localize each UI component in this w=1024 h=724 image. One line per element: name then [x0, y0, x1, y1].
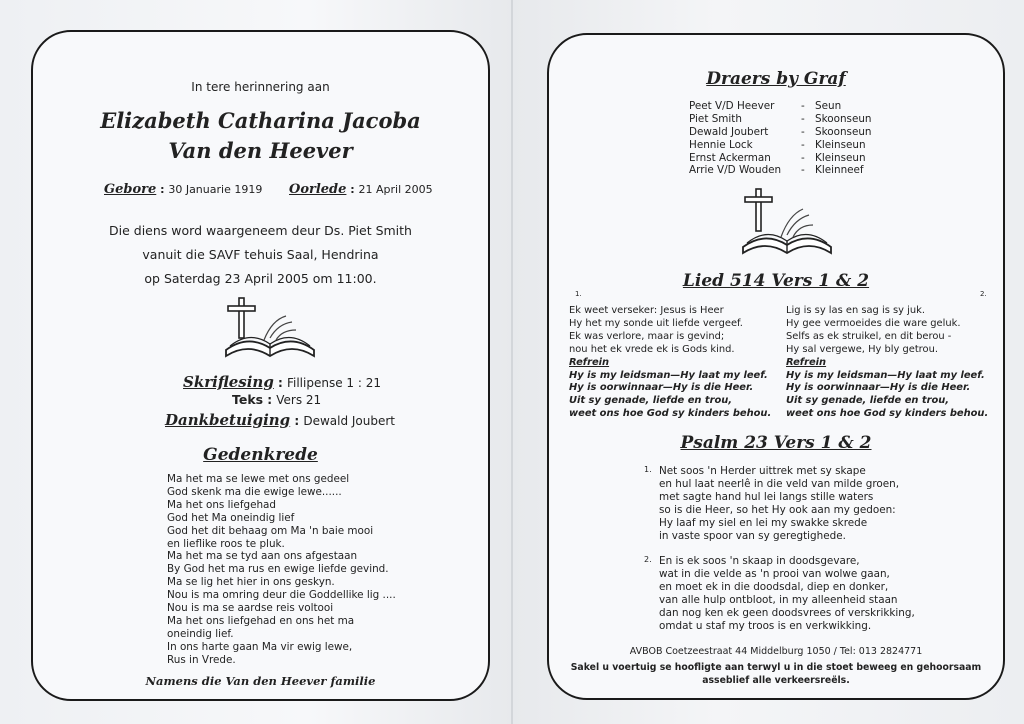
text-value: Vers 21	[276, 393, 322, 407]
refrain-line: weet ons hoe God sy kinders behou.	[569, 408, 772, 420]
left-panel	[31, 30, 490, 701]
refrain-label: Refrein	[786, 356, 827, 368]
bearer-name: Piet Smith	[689, 112, 742, 125]
poem-title: Gedenkrede	[203, 445, 318, 465]
bearer-row	[689, 164, 889, 177]
poem-line: oneindig lief.	[167, 627, 234, 640]
bearer-row	[689, 113, 889, 126]
text-label: Teks	[232, 392, 264, 407]
text-row	[232, 392, 321, 407]
bearer-row	[689, 100, 889, 113]
refrain-line: Hy is my leidsman—Hy laat my leef.	[786, 369, 985, 381]
psalm-verse-1-number: 1.	[644, 465, 652, 474]
verse-line: Ek weet verseker: Jesus is Heer	[569, 305, 724, 316]
bearer-relation: Seun	[815, 100, 842, 112]
verse-line: nou het ek vrede ek is Gods kind.	[569, 343, 735, 355]
cross-bible-icon	[220, 294, 320, 366]
poem-line: God het dit behaag om Ma 'n baie mooi	[167, 524, 374, 537]
poem-line: Nou is ma se aardse reis voltooi	[167, 602, 334, 615]
reading-sep: :	[273, 376, 287, 390]
refrain-line: Hy is oorwinnaar—Hy is die Heer.	[786, 382, 971, 394]
right-panel	[547, 33, 1005, 700]
poem-body	[167, 473, 396, 667]
poem-line: Nou is ma omring deur die Goddellike lig ....	[167, 589, 396, 602]
bearers-list	[689, 100, 889, 177]
deceased-name-line1: Elizabeth Catharina Jacoba	[100, 108, 421, 133]
died-date: 21 April 2005	[358, 183, 433, 196]
died-label: Oorlede	[289, 182, 347, 197]
reading-row	[183, 373, 381, 391]
service-line-3: op Saterdag 23 April 2005 om 11:00.	[144, 271, 377, 286]
psalm-line: Hy laaf my siel en lei my swakke skrede	[659, 516, 868, 529]
refrain-line: Hy is oorwinnaar—Hy is die Heer.	[569, 382, 754, 394]
hymn-verse-1	[569, 305, 771, 421]
bearer-relation: Kleinneef	[815, 164, 864, 177]
verse-line: Ek was verlore, maar is gevind;	[569, 330, 725, 342]
traffic-note-line-1: Sakel u voertuig se hoofligte aan terwyl u in die stoet beweeg en gehoorsaam	[570, 662, 982, 673]
bearer-relation: Kleinseun	[815, 151, 866, 164]
funeral-home-address: AVBOB Coetzeestraat 44 Middelburg 1050 / Tel: 013 2824771	[629, 646, 923, 657]
thanks-sep: :	[290, 414, 304, 428]
center-fold	[511, 0, 513, 724]
psalm-line: wat in die velde as 'n prooi van wolwe gaan,	[659, 567, 890, 580]
psalm-line: so is die Heer, so het Hy ook aan my gedoen:	[659, 503, 896, 516]
hymn-title: Lied 514 Vers 1 & 2	[682, 271, 870, 291]
text-sep: :	[263, 393, 277, 407]
bearer-dash: -	[801, 125, 805, 138]
bearer-dash: -	[801, 138, 805, 151]
verse-line: Selfs as ek struikel, en dit berou -	[786, 330, 952, 342]
poem-line: By God het ma rus en ewige liefde gevind.	[167, 563, 389, 576]
verse-line: Hy het my sonde uit liefde vergeef.	[569, 317, 743, 329]
psalm-title: Psalm 23 Vers 1 & 2	[680, 433, 872, 453]
refrain-line: weet ons hoe God sy kinders behou.	[786, 408, 989, 420]
psalm-line: dan nog ken ek geen doodsvrees of verskrikking,	[659, 606, 915, 619]
bearer-name: Peet V/D Heever	[689, 100, 775, 112]
poem-line: In ons harte gaan Ma vir ewig lewe,	[167, 640, 353, 653]
bearer-dash: -	[801, 164, 805, 177]
poem-line: Ma het ma se tyd aan ons afgestaan	[167, 550, 358, 563]
refrain-line: Uit sy genade, liefde en trou,	[786, 395, 950, 407]
bearer-name: Hennie Lock	[689, 138, 753, 151]
family-signoff: Namens die Van den Heever familie	[145, 674, 376, 688]
born-date: 30 Januarie 1919	[168, 183, 263, 196]
psalm-line: van alle hulp ontbloot, in my alleenheid staan	[659, 593, 898, 606]
thanks-row	[165, 411, 395, 429]
thanks-label: Dankbetuiging	[165, 411, 291, 429]
hymn-verse-2	[786, 305, 988, 421]
psalm-line: in vaste spoor van sy geregtighede.	[659, 529, 846, 542]
verse-line: Hy sal vergewe, Hy bly getrou.	[786, 343, 938, 355]
birth-date-row	[104, 182, 262, 197]
born-label: Gebore	[104, 182, 157, 197]
traffic-note-line-2: asseblief alle verkeersreëls.	[702, 675, 850, 686]
bearer-row	[689, 139, 889, 152]
born-sep: :	[156, 183, 169, 196]
bearer-row	[689, 126, 889, 139]
death-date-row	[289, 182, 433, 197]
poem-line: Ma se lig het hier in ons geskyn.	[167, 576, 335, 589]
psalm-line: en moet ek in die doodsdal, diep en donker,	[659, 580, 889, 593]
poem-line: en lieflike roos te pluk.	[167, 537, 285, 550]
psalm-line: omdat u staf my troos is en verkwikking.	[659, 619, 872, 632]
psalm-line: met sagte hand hul lei langs stille waters	[659, 490, 874, 503]
cross-bible-icon	[737, 185, 837, 265]
bearer-row	[689, 152, 889, 165]
psalm-line: Net soos 'n Herder uittrek met sy skape	[659, 465, 866, 477]
hymn-verse-1-number: 1.	[575, 290, 582, 298]
psalm-verse-2	[659, 555, 915, 632]
reading-value: Fillipense 1 : 21	[286, 376, 381, 390]
psalm-verse-2-number: 2.	[644, 555, 652, 564]
psalm-verse-1	[659, 465, 899, 542]
refrain-label: Refrein	[569, 356, 610, 368]
bearer-name: Arrie V/D Wouden	[689, 164, 782, 177]
service-line-1: Die diens word waargeneem deur Ds. Piet Smith	[109, 223, 412, 238]
intro-text: In tere herinnering aan	[191, 80, 330, 94]
bearer-dash: -	[801, 112, 805, 125]
thanks-value: Dewald Joubert	[303, 414, 396, 428]
verse-line: Lig is sy las en sag is sy juk.	[786, 305, 925, 316]
poem-line: Ma het ma se lewe met ons gedeel	[167, 473, 350, 485]
reading-label: Skriflesing	[183, 373, 274, 391]
bearer-name: Dewald Joubert	[689, 125, 769, 138]
hymn-verse-2-number: 2.	[980, 290, 987, 298]
poem-line: God skenk ma die ewige lewe......	[167, 485, 342, 498]
bearer-relation: Kleinseun	[815, 138, 866, 151]
refrain-line: Hy is my leidsman—Hy laat my leef.	[569, 369, 768, 381]
deceased-name-line2: Van den Heever	[168, 138, 353, 163]
bearer-dash: -	[801, 100, 805, 112]
bearer-relation: Skoonseun	[815, 112, 872, 125]
psalm-line: En is ek soos 'n skaap in doodsgevare,	[659, 555, 860, 567]
bearer-dash: -	[801, 151, 805, 164]
service-line-2: vanuit die SAVF tehuis Saal, Hendrina	[142, 247, 379, 262]
poem-line: Rus in Vrede.	[167, 653, 236, 666]
died-sep: :	[346, 183, 359, 196]
poem-line: Ma het ons liefgehad	[167, 498, 277, 511]
refrain-line: Uit sy genade, liefde en trou,	[569, 395, 733, 407]
psalm-line: en hul laat neerlê in die veld van milde groen,	[659, 477, 900, 490]
bearers-title: Draers by Graf	[706, 69, 846, 89]
bearer-name: Ernst Ackerman	[689, 151, 771, 164]
bearer-relation: Skoonseun	[815, 125, 872, 138]
verse-line: Hy gee vermoeides die ware geluk.	[786, 317, 961, 329]
poem-line: God het Ma oneindig lief	[167, 511, 295, 524]
poem-line: Ma het ons liefgehad en ons het ma	[167, 614, 355, 627]
